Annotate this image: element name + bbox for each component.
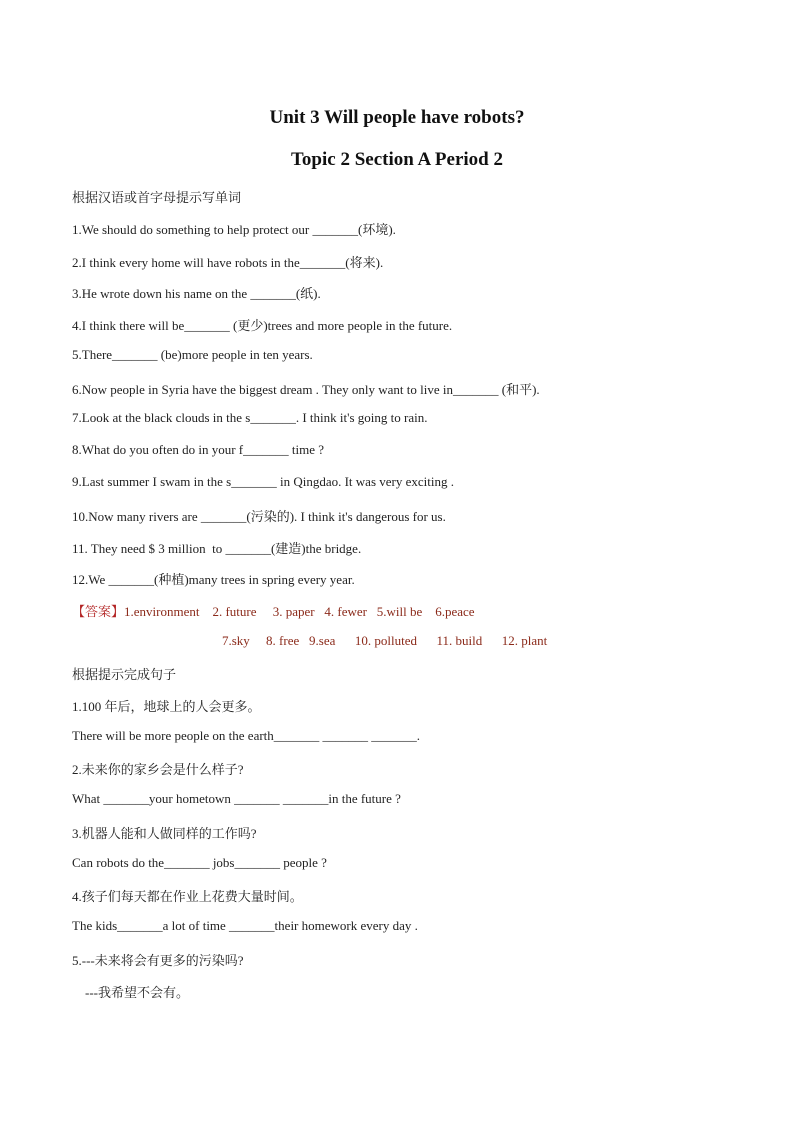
exercise-item: 11. They need $ 3 million to _______(建造)the bridge.: [72, 541, 362, 556]
exercise-item: 2.I think every home will have robots in the_______(将来).: [72, 255, 384, 270]
sentence-prompt: 2.未来你的家乡会是什么样子?: [72, 762, 244, 777]
sentence-fill: Can robots do the_______ jobs_______ people ?: [72, 855, 327, 870]
sentence-fill: The kids_______a lot of time _______their homework every day .: [72, 918, 418, 933]
section-heading: 根据汉语或首字母提示写单词: [72, 190, 242, 205]
sentence-prompt: 3.机器人能和人做同样的工作吗?: [72, 826, 257, 841]
exercise-item: 9.Last summer I swam in the s_______ in Qingdao. It was very exciting .: [72, 474, 454, 489]
answer-label: 【答案】: [72, 604, 125, 619]
exercise-item: 6.Now people in Syria have the biggest dream . They only want to live in_______ (和平).: [72, 382, 540, 397]
sentence-prompt: ---我希望不会有。: [72, 985, 189, 1000]
sentence-prompt: 4.孩子们每天都在作业上花费大量时间。: [72, 889, 303, 904]
answer-text: 7.sky 8. free 9.sea 10. polluted 11. build 12. plant: [222, 633, 548, 648]
sentence-fill: What _______your hometown _______ _______in the future ?: [72, 791, 401, 806]
exercise-item: 4.I think there will be_______ (更少)trees and more people in the future.: [72, 318, 453, 333]
exercise-item: 1.We should do something to help protect our _______(环境).: [72, 222, 396, 237]
exercise-item: 7.Look at the black clouds in the s_______. I think it's going to rain.: [72, 410, 428, 425]
sentence-fill: There will be more people on the earth_______ _______ _______.: [72, 728, 421, 743]
exercise-item: 8.What do you often do in your f_______ time ?: [72, 442, 325, 457]
exercise-item: 12.We _______(种植)many trees in spring every year.: [72, 572, 355, 587]
sentence-prompt: 5.---未来将会有更多的污染吗?: [72, 953, 244, 968]
sentence-prompt: 1.100 年后，地球上的人会更多。: [72, 699, 261, 714]
exercise-item: 5.There_______ (be)more people in ten years.: [72, 347, 313, 362]
exercise-item: 10.Now many rivers are _______(污染的). I think it's dangerous for us.: [72, 509, 446, 524]
page-subtitle: Topic 2 Section A Period 2: [290, 149, 503, 170]
answer-text: 1.environment 2. future 3. paper 4. fewer 5.will be 6.peace: [124, 604, 475, 619]
exercise-item: 3.He wrote down his name on the _______(纸).: [72, 286, 321, 301]
section-heading: 根据提示完成句子: [72, 667, 177, 682]
page-title: Unit 3 Will people have robots?: [269, 107, 525, 128]
answer-line: [72, 601, 475, 620]
